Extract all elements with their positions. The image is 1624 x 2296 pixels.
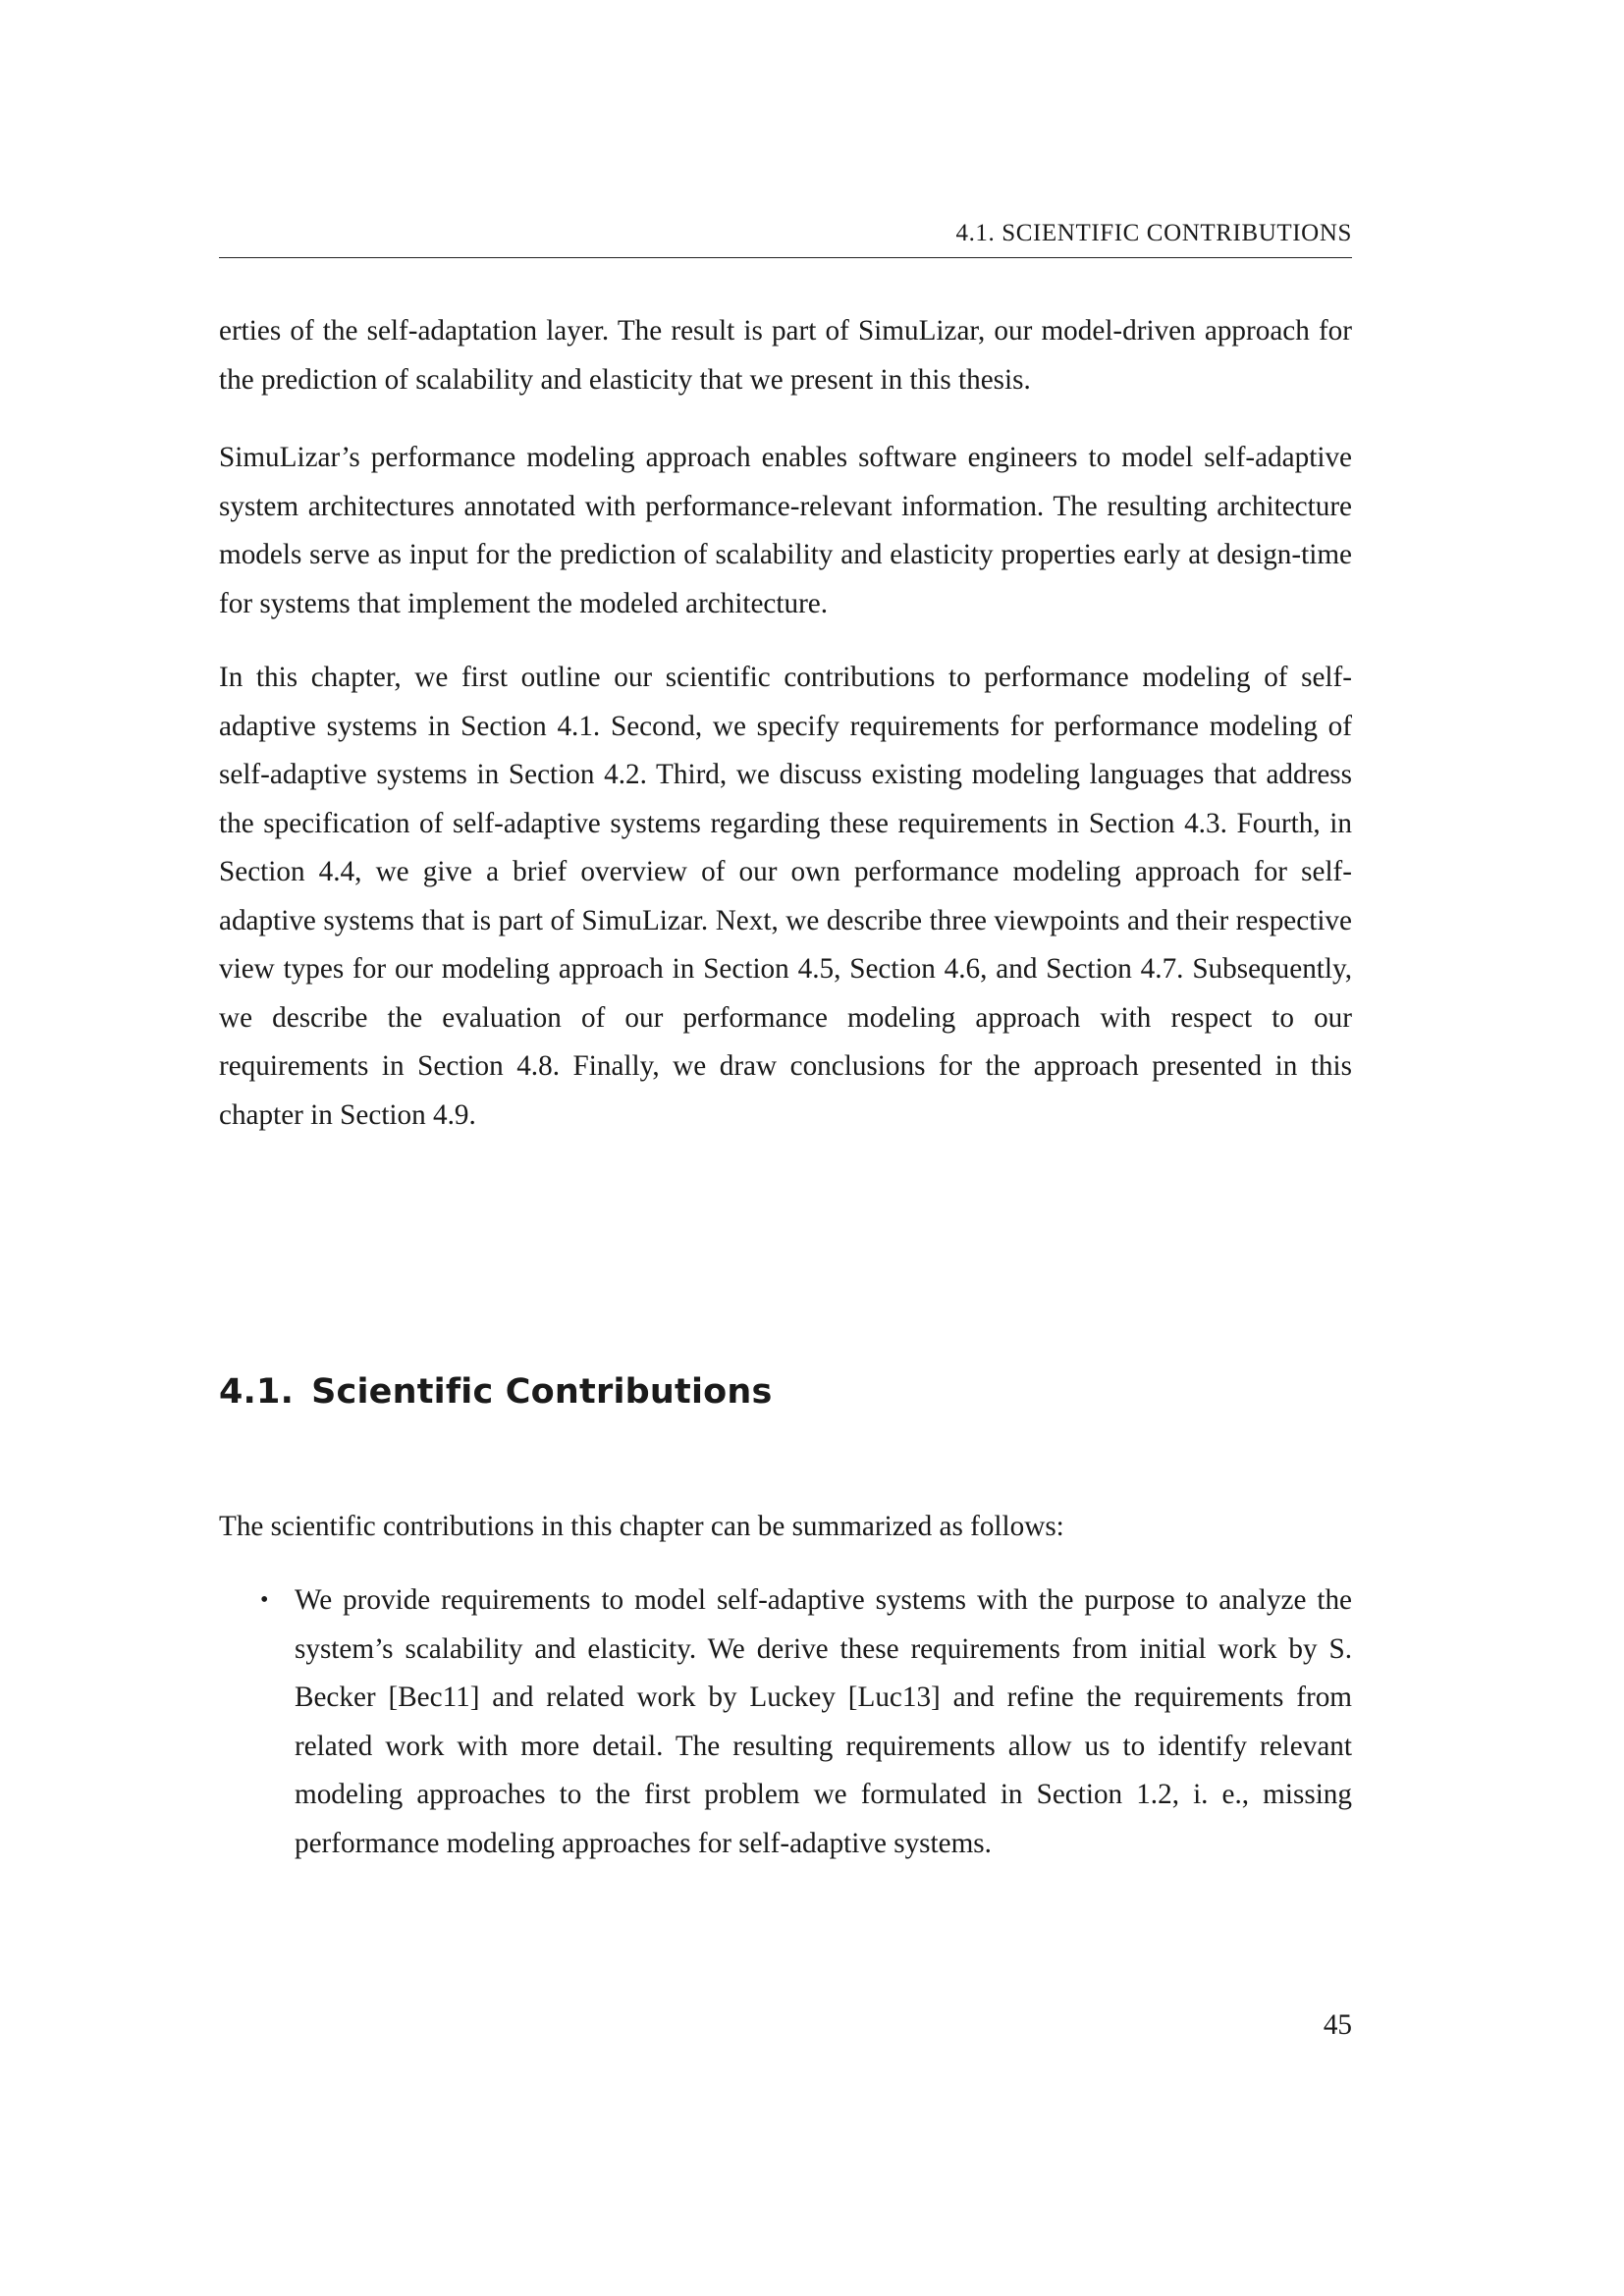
paragraph-continuation: erties of the self-adaptation layer. The result is part of SimuLizar, our model-driven approach for the prediction of scalability and elasticity that we present in this thesis.	[219, 315, 1352, 396]
bullet-icon: •	[260, 1587, 269, 1613]
list-item-text: We provide requirements to model self-adaptive systems with the purpose to analyze the system’s scalability and elasticity. We derive these requirements from initial work by S. Becker [Bec11] and related work by Luckey [Luc13] and refine the requirements from related work with more detail. The resulting requirements allow us to identify relevant modeling approaches to the first problem we formulated in Section 1.2, i. e., missing performance modeling approaches for self-adaptive systems.	[295, 1584, 1352, 1859]
running-header: 4.1. SCIENTIFIC CONTRIBUTIONS	[955, 220, 1352, 246]
section-intro: The scientific contributions in this chapter can be summarized as follows:	[219, 1511, 1064, 1542]
paragraph-simulizar-modeling: SimuLizar’s performance modeling approach enables software engineers to model self-adaptive system architectures annotated with performance-relevant information. The resulting architecture models serve as input for the prediction of scalability and elasticity properties early at design-time for systems that implement the modeled architecture.	[219, 442, 1352, 619]
header-rule	[219, 257, 1352, 258]
section-title: Scientific Contributions	[311, 1372, 773, 1412]
page-number: 45	[1323, 2009, 1352, 2041]
section-heading	[219, 1372, 773, 1412]
list-item	[255, 1576, 1352, 1868]
paragraph-chapter-outline: In this chapter, we first outline our scientific contributions to performance modeling of self-adaptive systems in Section 4.1. Second, we specify requirements for performance modeling of self-adaptive systems in Section 4.2. Third, we discuss existing modeling languages that address the specification of self-adaptive systems regarding these requirements in Section 4.3. Fourth, in Section 4.4, we give a brief overview of our own performance modeling approach for self-adaptive systems that is part of SimuLizar. Next, we describe three viewpoints and their respective view types for our modeling approach in Section 4.5, Section 4.6, and Section 4.7. Subsequently, we describe the evaluation of our performance modeling approach with respect to our requirements in Section 4.8. Finally, we draw conclusions for the approach presented in this chapter in Section 4.9.	[219, 662, 1352, 1131]
section-number: 4.1.	[219, 1372, 295, 1412]
contributions-list	[255, 1576, 1352, 1868]
